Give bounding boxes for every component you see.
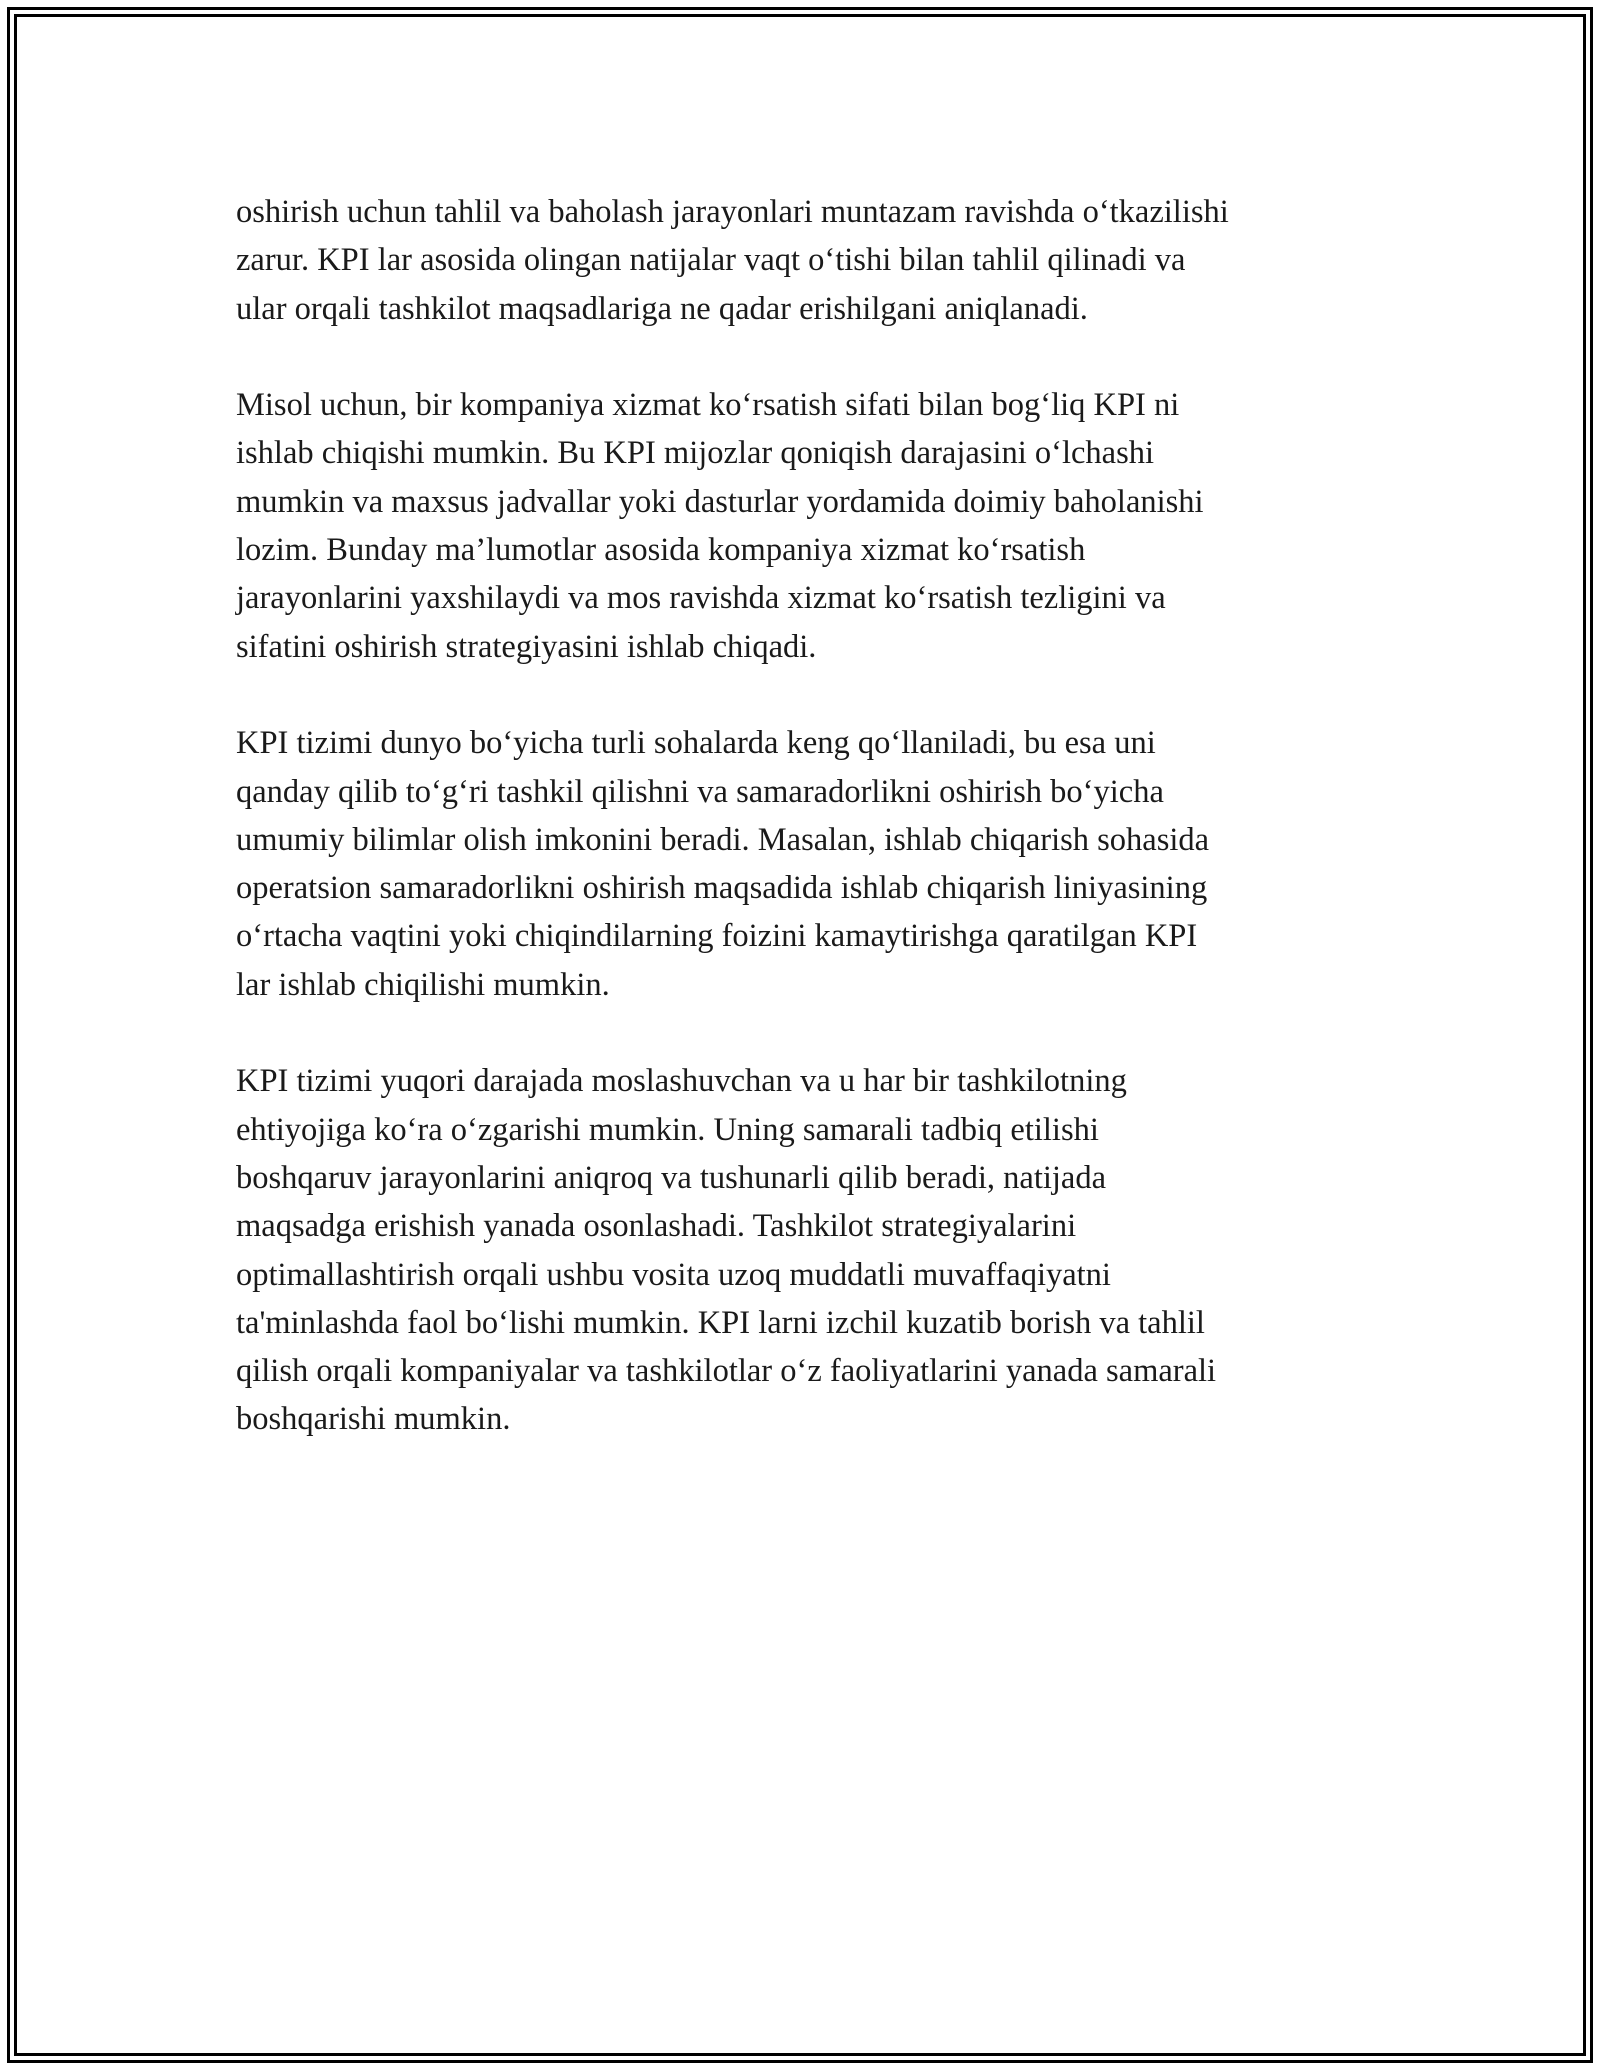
text-line: sifatini oshirish strategiyasini ishlab chiqadi. (236, 628, 817, 665)
text-line: maqsadga erishish yanada osonlashadi. Tashkilot strategiyalarini (236, 1208, 1077, 1245)
text-line: boshqaruv jarayonlarini aniqroq va tushunarli qilib beradi, natijada (236, 1159, 1107, 1196)
text-line: KPI tizimi yuqori darajada moslashuvchan va u har bir tashkilotning (236, 1063, 1127, 1100)
text-line: umumiy bilimlar olish imkonini beradi. Masalan, ishlab chiqarish sohasida (236, 821, 1210, 858)
text-line: KPI tizimi dunyo bo‘yicha turli sohalarda keng qo‘llaniladi, bu esa uni (236, 725, 1156, 762)
text-line: qanday qilib to‘g‘ri tashkil qilishni va samaradorlikni oshirish bo‘yicha (236, 773, 1164, 810)
paragraph-4 (236, 1057, 1361, 1443)
text-line: ta'minlashda faol bo‘lishi mumkin. KPI larni izchil kuzatib borish va tahlil (236, 1304, 1205, 1341)
text-line: mumkin va maxsus jadvallar yoki dasturlar yordamida doimiy baholanishi (236, 483, 1204, 520)
text-line: boshqarishi mumkin. (236, 1401, 511, 1438)
text-line: Misol uchun, bir kompaniya xizmat ko‘rsatish sifati bilan bog‘liq KPI ni (236, 387, 1180, 424)
text-line: qilish orqali kompaniyalar va tashkilotlar o‘z faoliyatlarini yanada samarali (236, 1353, 1217, 1390)
paragraph-1 (236, 188, 1361, 333)
text-line: o‘rtacha vaqtini yoki chiqindilarning foizini kamaytirishga qaratilgan KPI (236, 918, 1198, 955)
document-body (236, 188, 1361, 1492)
text-line: zarur. KPI lar asosida olingan natijalar vaqt o‘tishi bilan tahlil qilinadi va (236, 242, 1186, 279)
paragraph-2 (236, 381, 1361, 671)
text-line: ishlab chiqishi mumkin. Bu KPI mijozlar qoniqish darajasini o‘lchashi (236, 435, 1155, 472)
paragraph-3 (236, 719, 1361, 1009)
text-line: ular orqali tashkilot maqsadlariga ne qadar erishilgani aniqlanadi. (236, 290, 1088, 327)
text-line: ehtiyojiga ko‘ra o‘zgarishi mumkin. Uning samarali tadbiq etilishi (236, 1111, 1099, 1148)
text-line: lozim. Bunday ma’lumotlar asosida kompaniya xizmat ko‘rsatish (236, 532, 1086, 569)
text-line: lar ishlab chiqilishi mumkin. (236, 966, 610, 1003)
text-line: oshirish uchun tahlil va baholash jarayonlari muntazam ravishda o‘tkazilishi (236, 194, 1229, 230)
text-line: optimallashtirish orqali ushbu vosita uzoq muddatli muvaffaqiyatni (236, 1256, 1111, 1293)
text-line: jarayonlarini yaxshilaydi va mos ravishda xizmat ko‘rsatish tezligini va (236, 580, 1166, 617)
text-line: operatsion samaradorlikni oshirish maqsadida ishlab chiqarish liniyasining (236, 870, 1208, 907)
